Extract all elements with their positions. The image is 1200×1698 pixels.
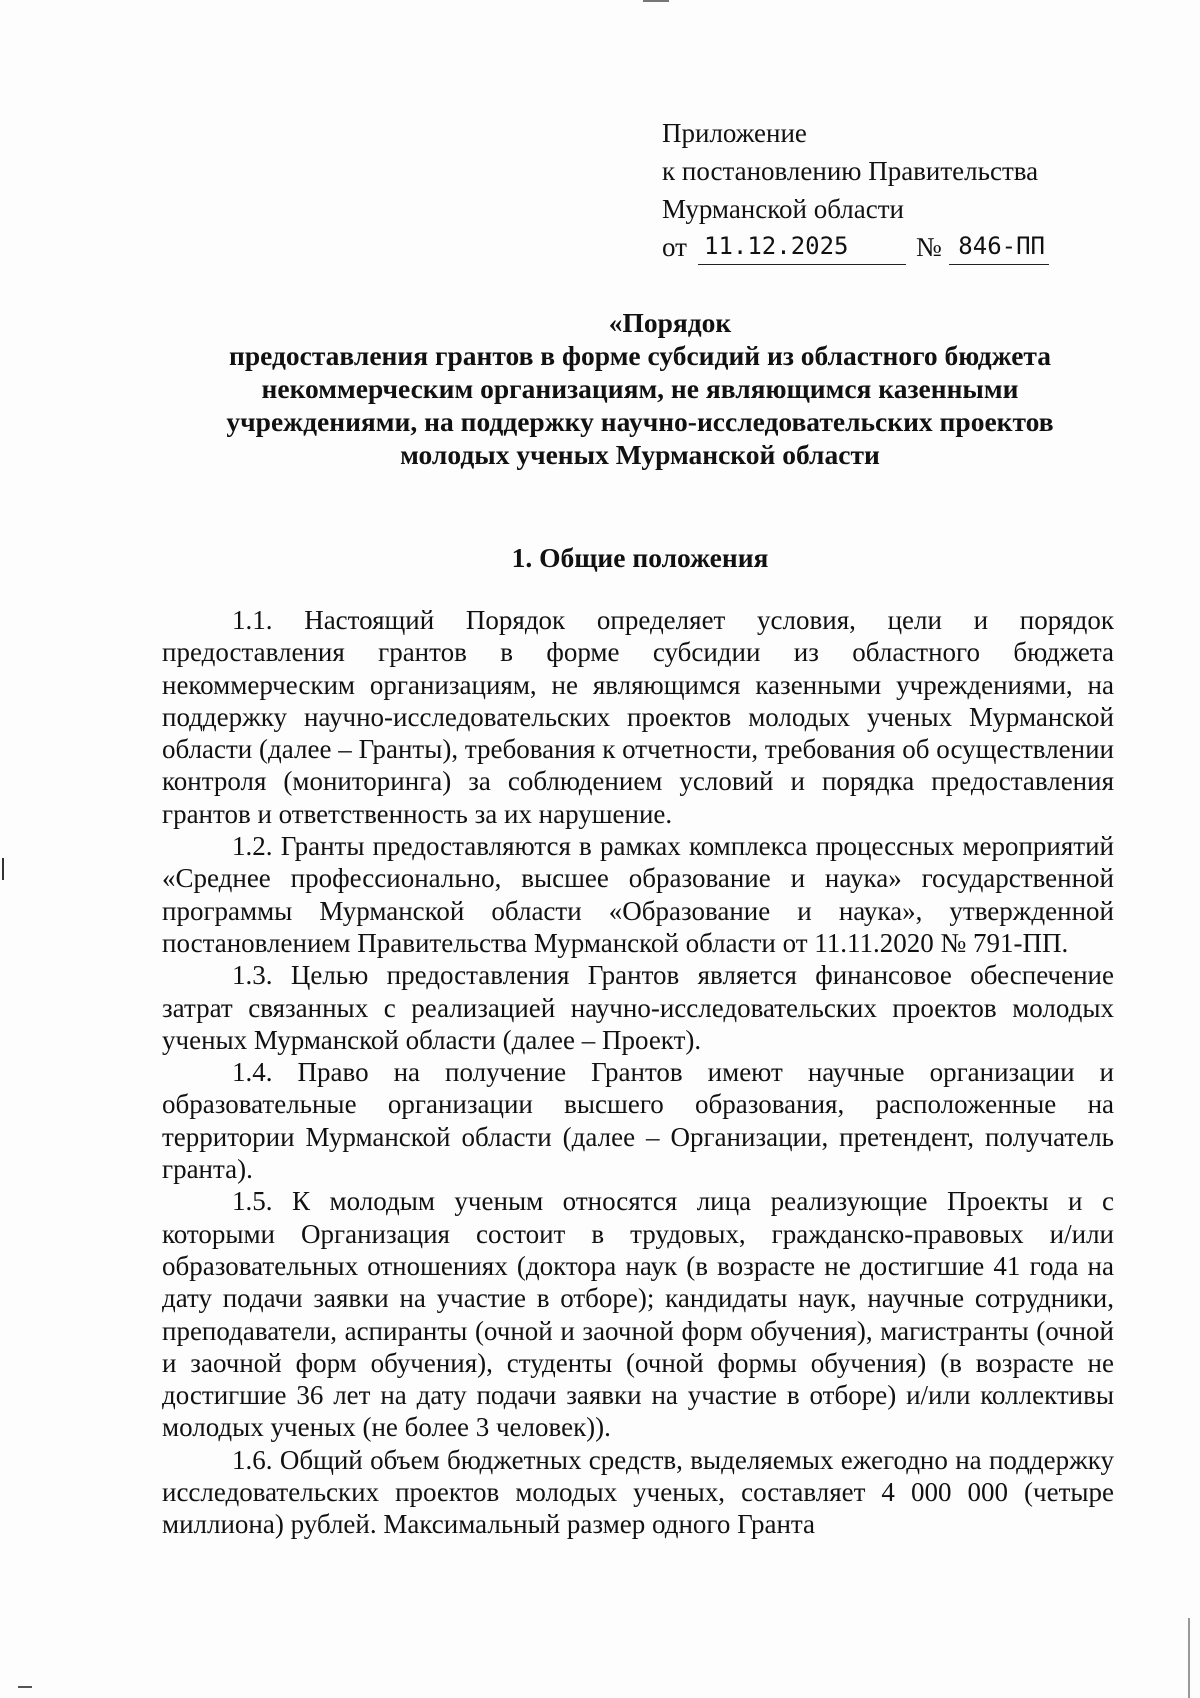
document-body	[162, 604, 1114, 1541]
paragraph-1-5: 1.5. К молодым ученым относятся лица реализующие Проекты и с которыми Организация состоит в трудовых, гражданско-правовых и/или образовательных отношениях (доктора наук (в возрасте не достигшие 41 года на дату подачи заявки на участие в отборе); кандидаты наук, научные сотрудники, преподаватели, аспиранты (очной и заочной форм обучения), магистранты (очной и заочной форм обучения), студенты (очной формы обучения) (в возрасте не достигшие 36 лет на дату подачи заявки на участие в отборе) и/или коллективы молодых ученых (не более 3 человек)).	[162, 1186, 1114, 1443]
paragraph-1-6: 1.6. Общий объем бюджетных средств, выделяемых ежегодно на поддержку исследовательских проектов молодых ученых, составляет 4 000 000 (четыре миллиона) рублей. Максимальный размер одного Гранта	[162, 1444, 1114, 1540]
section-heading: 1. Общие положения	[511, 542, 769, 573]
paragraph-1-1: 1.1. Настоящий Порядок определяет условия, цели и порядок предоставления грантов в форме субсидии из областного бюджета некоммерческим организациям, не являющимся казенными учреждениями, на поддержку научно-исследовательских проектов молодых ученых Мурманской области (далее – Гранты), требования к отчетности, требования об осуществлении контроля (мониторинга) за соблюдением условий и порядка предоставления грантов и ответственность за их нарушение.	[162, 605, 1114, 829]
scan-mark-right	[1188, 1618, 1190, 1698]
document-title	[160, 306, 1120, 471]
appendix-region: Мурманской области	[662, 194, 904, 224]
appendix-decree-reference: к постановлению Правительства	[662, 156, 1039, 186]
paragraph-1-3: 1.3. Целью предоставления Грантов является финансовое обеспечение затрат связанных с реализацией научно-исследовательских проектов молодых ученых Мурманской области (далее – Проект).	[162, 960, 1114, 1055]
appendix-date-number-row	[662, 228, 1082, 268]
scan-mark-left	[2, 858, 4, 880]
title-line-1: «Порядок	[608, 307, 732, 338]
decree-date: 11.12.2025	[698, 228, 906, 265]
decree-number: 846-ПП	[949, 228, 1049, 265]
paragraph-1-2: 1.2. Гранты предоставляются в рамках комплекса процессных мероприятий «Среднее профессионально, высшее образование и наука» государственной программы Мурманской области «Образование и наука», утвержденной постановлением Правительства Мурманской области от 11.11.2020 № 791-ПП.	[162, 831, 1114, 958]
appendix-label: Приложение	[662, 118, 807, 148]
title-line-5: молодых ученых Мурманской области	[400, 439, 880, 470]
title-line-3: некоммерческим организациям, не являющимся казенными	[261, 373, 1019, 404]
number-sign: №	[916, 232, 942, 262]
title-line-4: учреждениями, на поддержку научно-исследовательских проектов	[226, 406, 1054, 437]
scan-mark-bottom-left	[18, 1686, 32, 1688]
paragraph-1-4: 1.4. Право на получение Грантов имеют научные организации и образовательные организации высшего образования, расположенные на территории Мурманской области (далее – Организации, претендент, получатель гранта).	[162, 1057, 1114, 1185]
appendix-block	[662, 114, 1082, 268]
date-prefix: от	[662, 232, 687, 262]
title-line-2: предоставления грантов в форме субсидий из областного бюджета	[228, 340, 1051, 371]
scan-mark-top	[643, 0, 669, 2]
